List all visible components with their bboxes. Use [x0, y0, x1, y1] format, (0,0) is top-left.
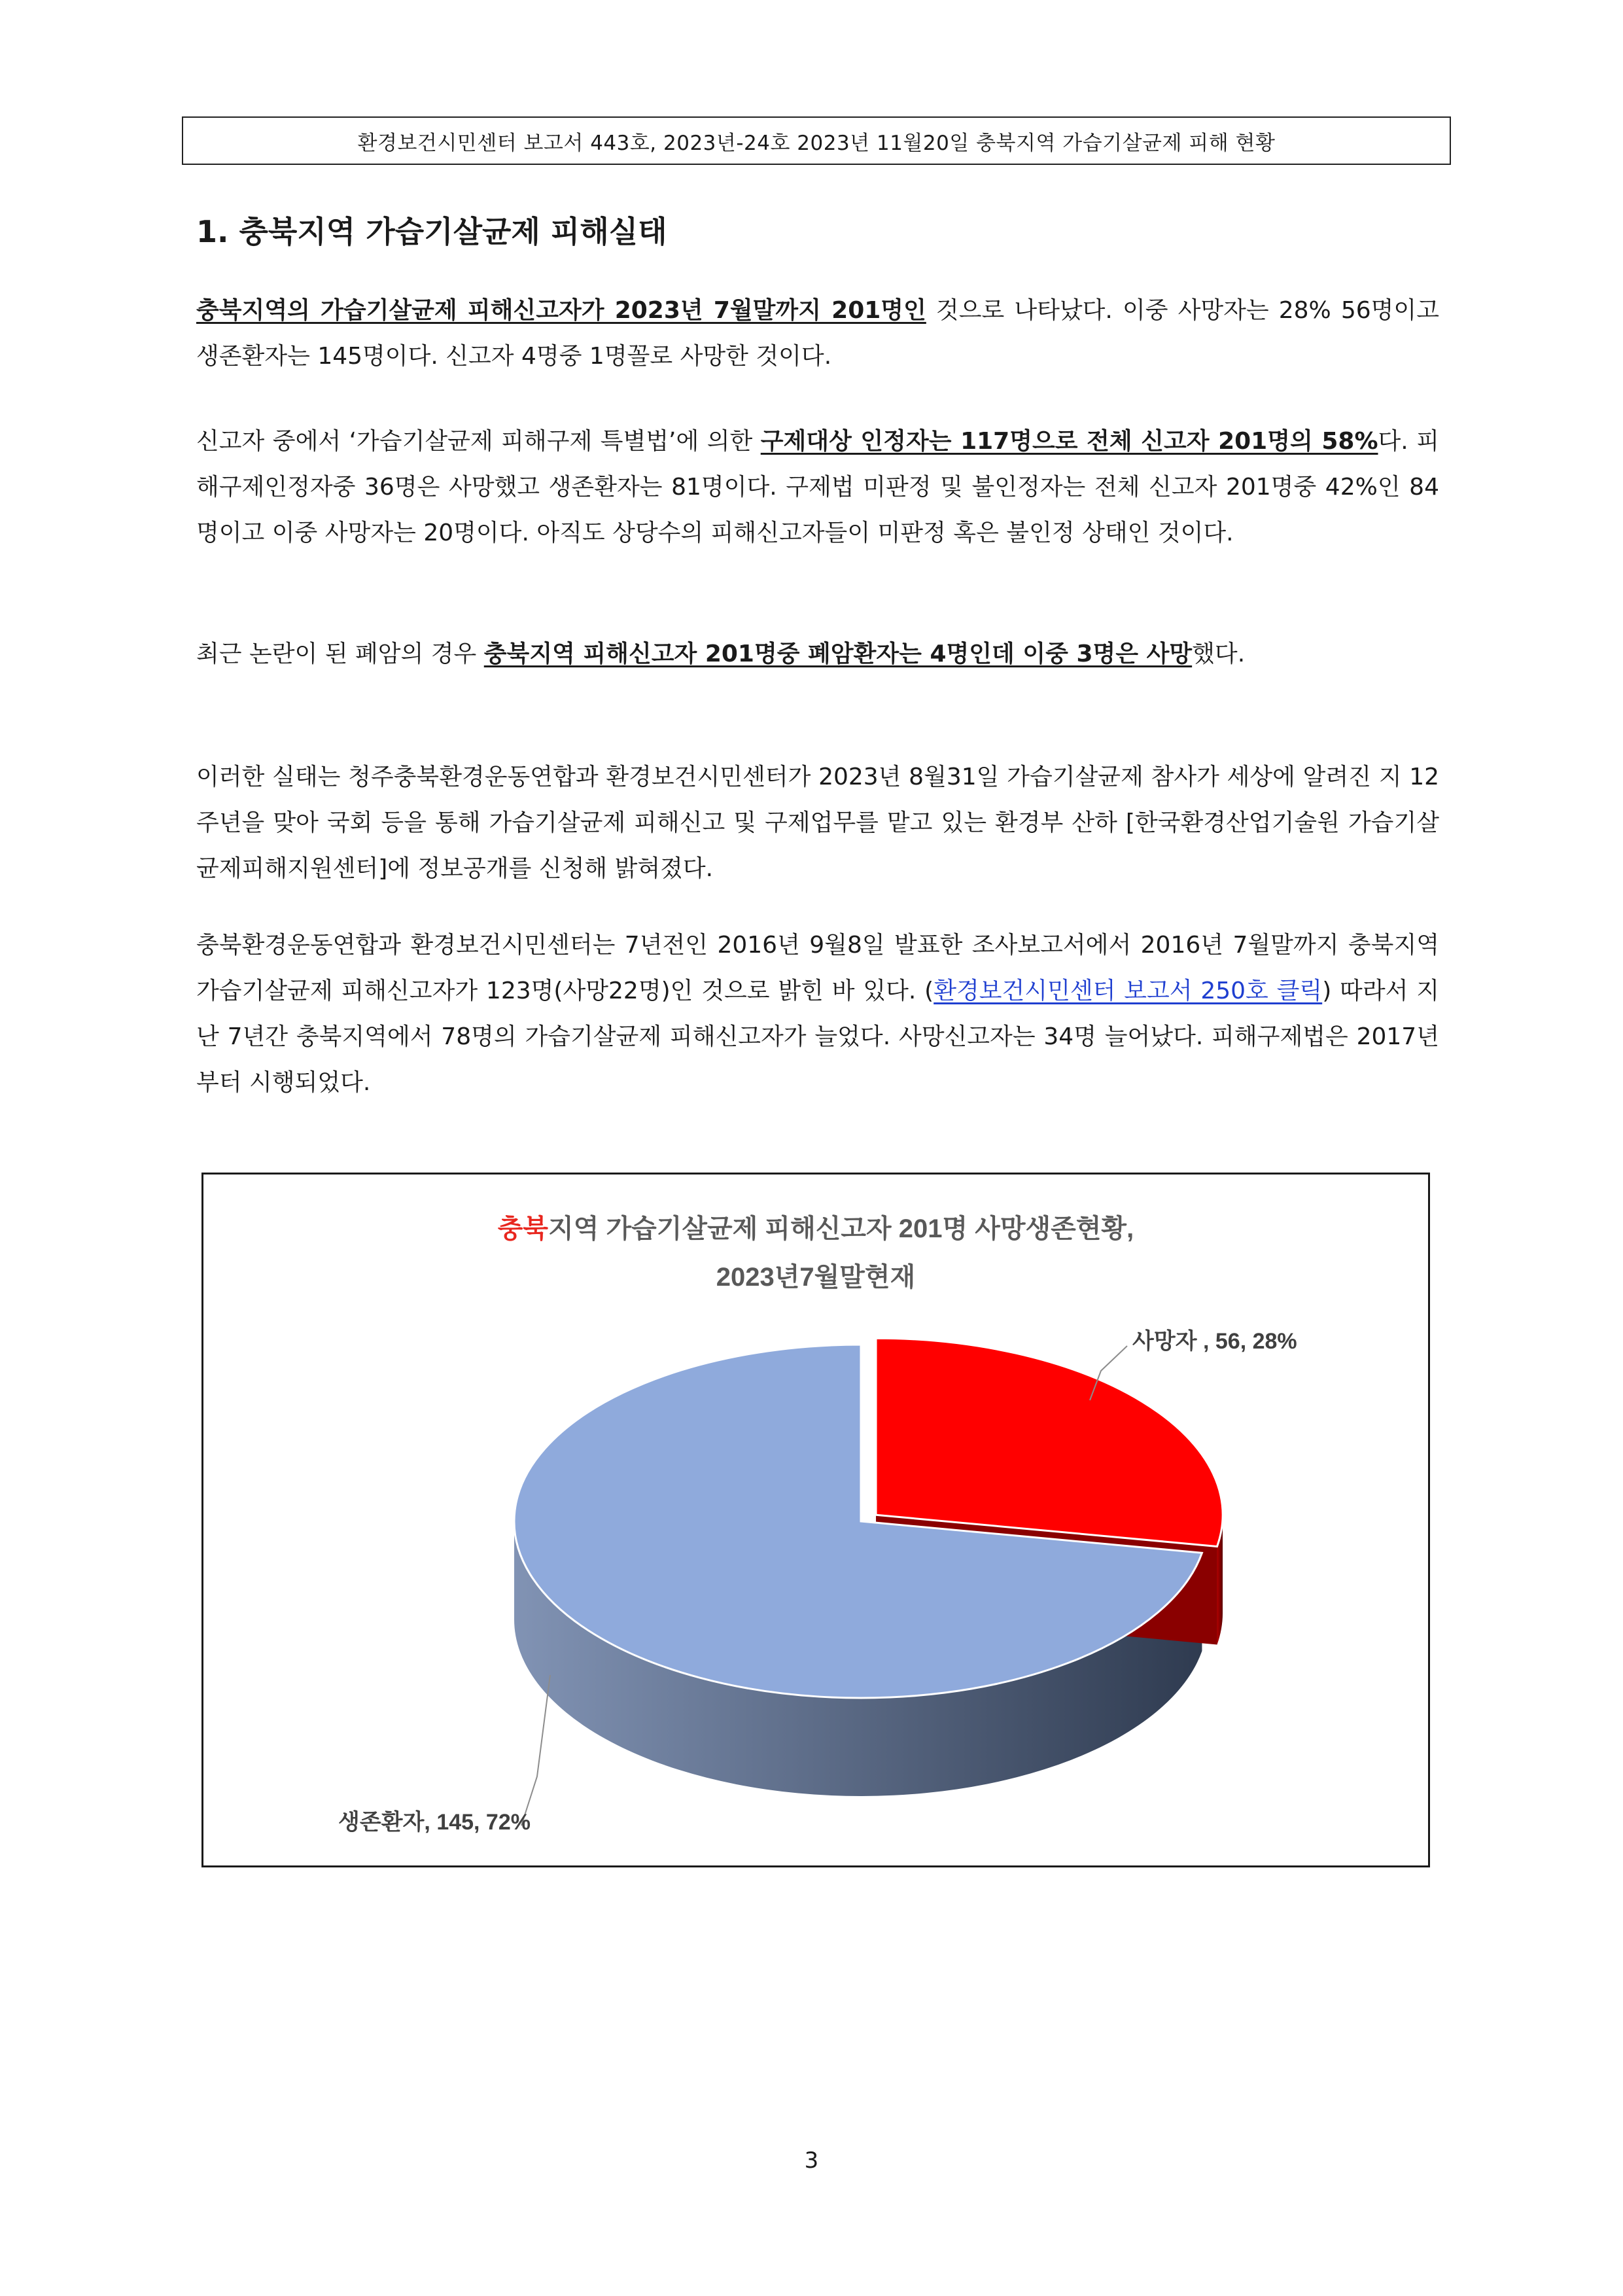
paragraph-source — [196, 754, 1439, 892]
summary-text: 것으로 나타났다. 이중 사망자는 28% 56명이고 생존환자는 145명이다. 신고자 4명중 1명꼴로 사망한 것이다. — [196, 297, 1439, 370]
pie-chart-frame — [201, 1173, 1430, 1867]
lung-cancer-highlight: 충북지역 피해신고자 201명중 폐암환자는 4명인데 이중 3명은 사망 — [483, 641, 1193, 667]
chart-title-highlight: 충북 — [497, 1214, 549, 1243]
report-250-link[interactable]: 환경보건시민센터 보고서 250호 클릭 — [934, 978, 1323, 1004]
data-label-1: 생존환자, 145, 72% — [338, 1810, 531, 1835]
lung-cancer-intro: 최근 논란이 된 폐암의 경우 — [196, 641, 484, 667]
pie-slice-0 — [876, 1338, 1223, 1546]
relief-intro: 신고자 중에서 ‘가습기살균제 피해구제 특별법’에 의한 — [196, 428, 761, 455]
report-header — [182, 116, 1451, 165]
paragraph-relief-recognition — [196, 419, 1439, 556]
relief-text: 다. 피해구제인정자중 36명은 사망했고 생존환자는 81명이다. 구제법 미판정 및 불인정자는 전체 신고자 201명중 42%인 84명이고 이중 사망자는 20명이다. 아직도 상당수의 피해신고자들이 미판정 혹은 불인정 상태인 것이다. — [196, 428, 1439, 546]
paragraph-comparison — [196, 923, 1439, 1106]
comparison-intro: 충북환경운동연합과 환경보건시민센터는 7년전인 2016년 9월8일 발표한 조사보고서에서 2016년 7월말까지 충북지역 가습기살균제 피해신고자가 123명(사망22명)인 것으로 밝힌 바 있다. ( — [196, 932, 1439, 1004]
source-text: 이러한 실태는 청주충북환경운동연합과 환경보건시민센터가 2023년 8월31일 가습기살균제 참사가 세상에 알려진 지 12주년을 맞아 국회 등을 통해 가습기살균제 피해신고 및 구제업무를 맡고 있는 환경부 산하 [한국환경산업기술원 가습기살균제피해지원센터]에 정보공개를 신청해 밝혀졌다. — [196, 764, 1439, 882]
comparison-text: ) 따라서 지난 7년간 충북지역에서 78명의 가습기살균제 피해신고자가 늘었다. 사망신고자는 34명 늘어났다. 피해구제법은 2017년부터 시행되었다. — [196, 978, 1439, 1096]
chart-title — [498, 1214, 1134, 1243]
chart-title-rest: 지역 가습기살균제 피해신고자 201명 사망생존현황, — [548, 1214, 1134, 1243]
page-number: 3 — [804, 2147, 819, 2174]
relief-highlight: 구제대상 인정자는 117명으로 전체 신고자 201명의 58% — [760, 428, 1378, 455]
data-label-leader-1 — [521, 1675, 550, 1826]
data-label-0: 사망자 , 56, 28% — [1132, 1329, 1297, 1354]
paragraph-summary — [196, 288, 1439, 380]
paragraph-lung-cancer — [196, 631, 1439, 677]
report-header-text: 환경보건시민센터 보고서 443호, 2023년-24호 2023년 11월20일 충북지역 가습기살균제 피해 현황 — [357, 131, 1276, 155]
chart-subtitle: 2023년7월말현재 — [716, 1263, 916, 1292]
section-title: 1. 충북지역 가습기살균제 피해실태 — [196, 214, 667, 249]
pie-chart — [203, 1174, 1428, 1865]
summary-highlight: 충북지역의 가습기살균제 피해신고자가 2023년 7월말까지 201명인 — [196, 297, 926, 324]
lung-cancer-text: 했다. — [1192, 641, 1246, 667]
